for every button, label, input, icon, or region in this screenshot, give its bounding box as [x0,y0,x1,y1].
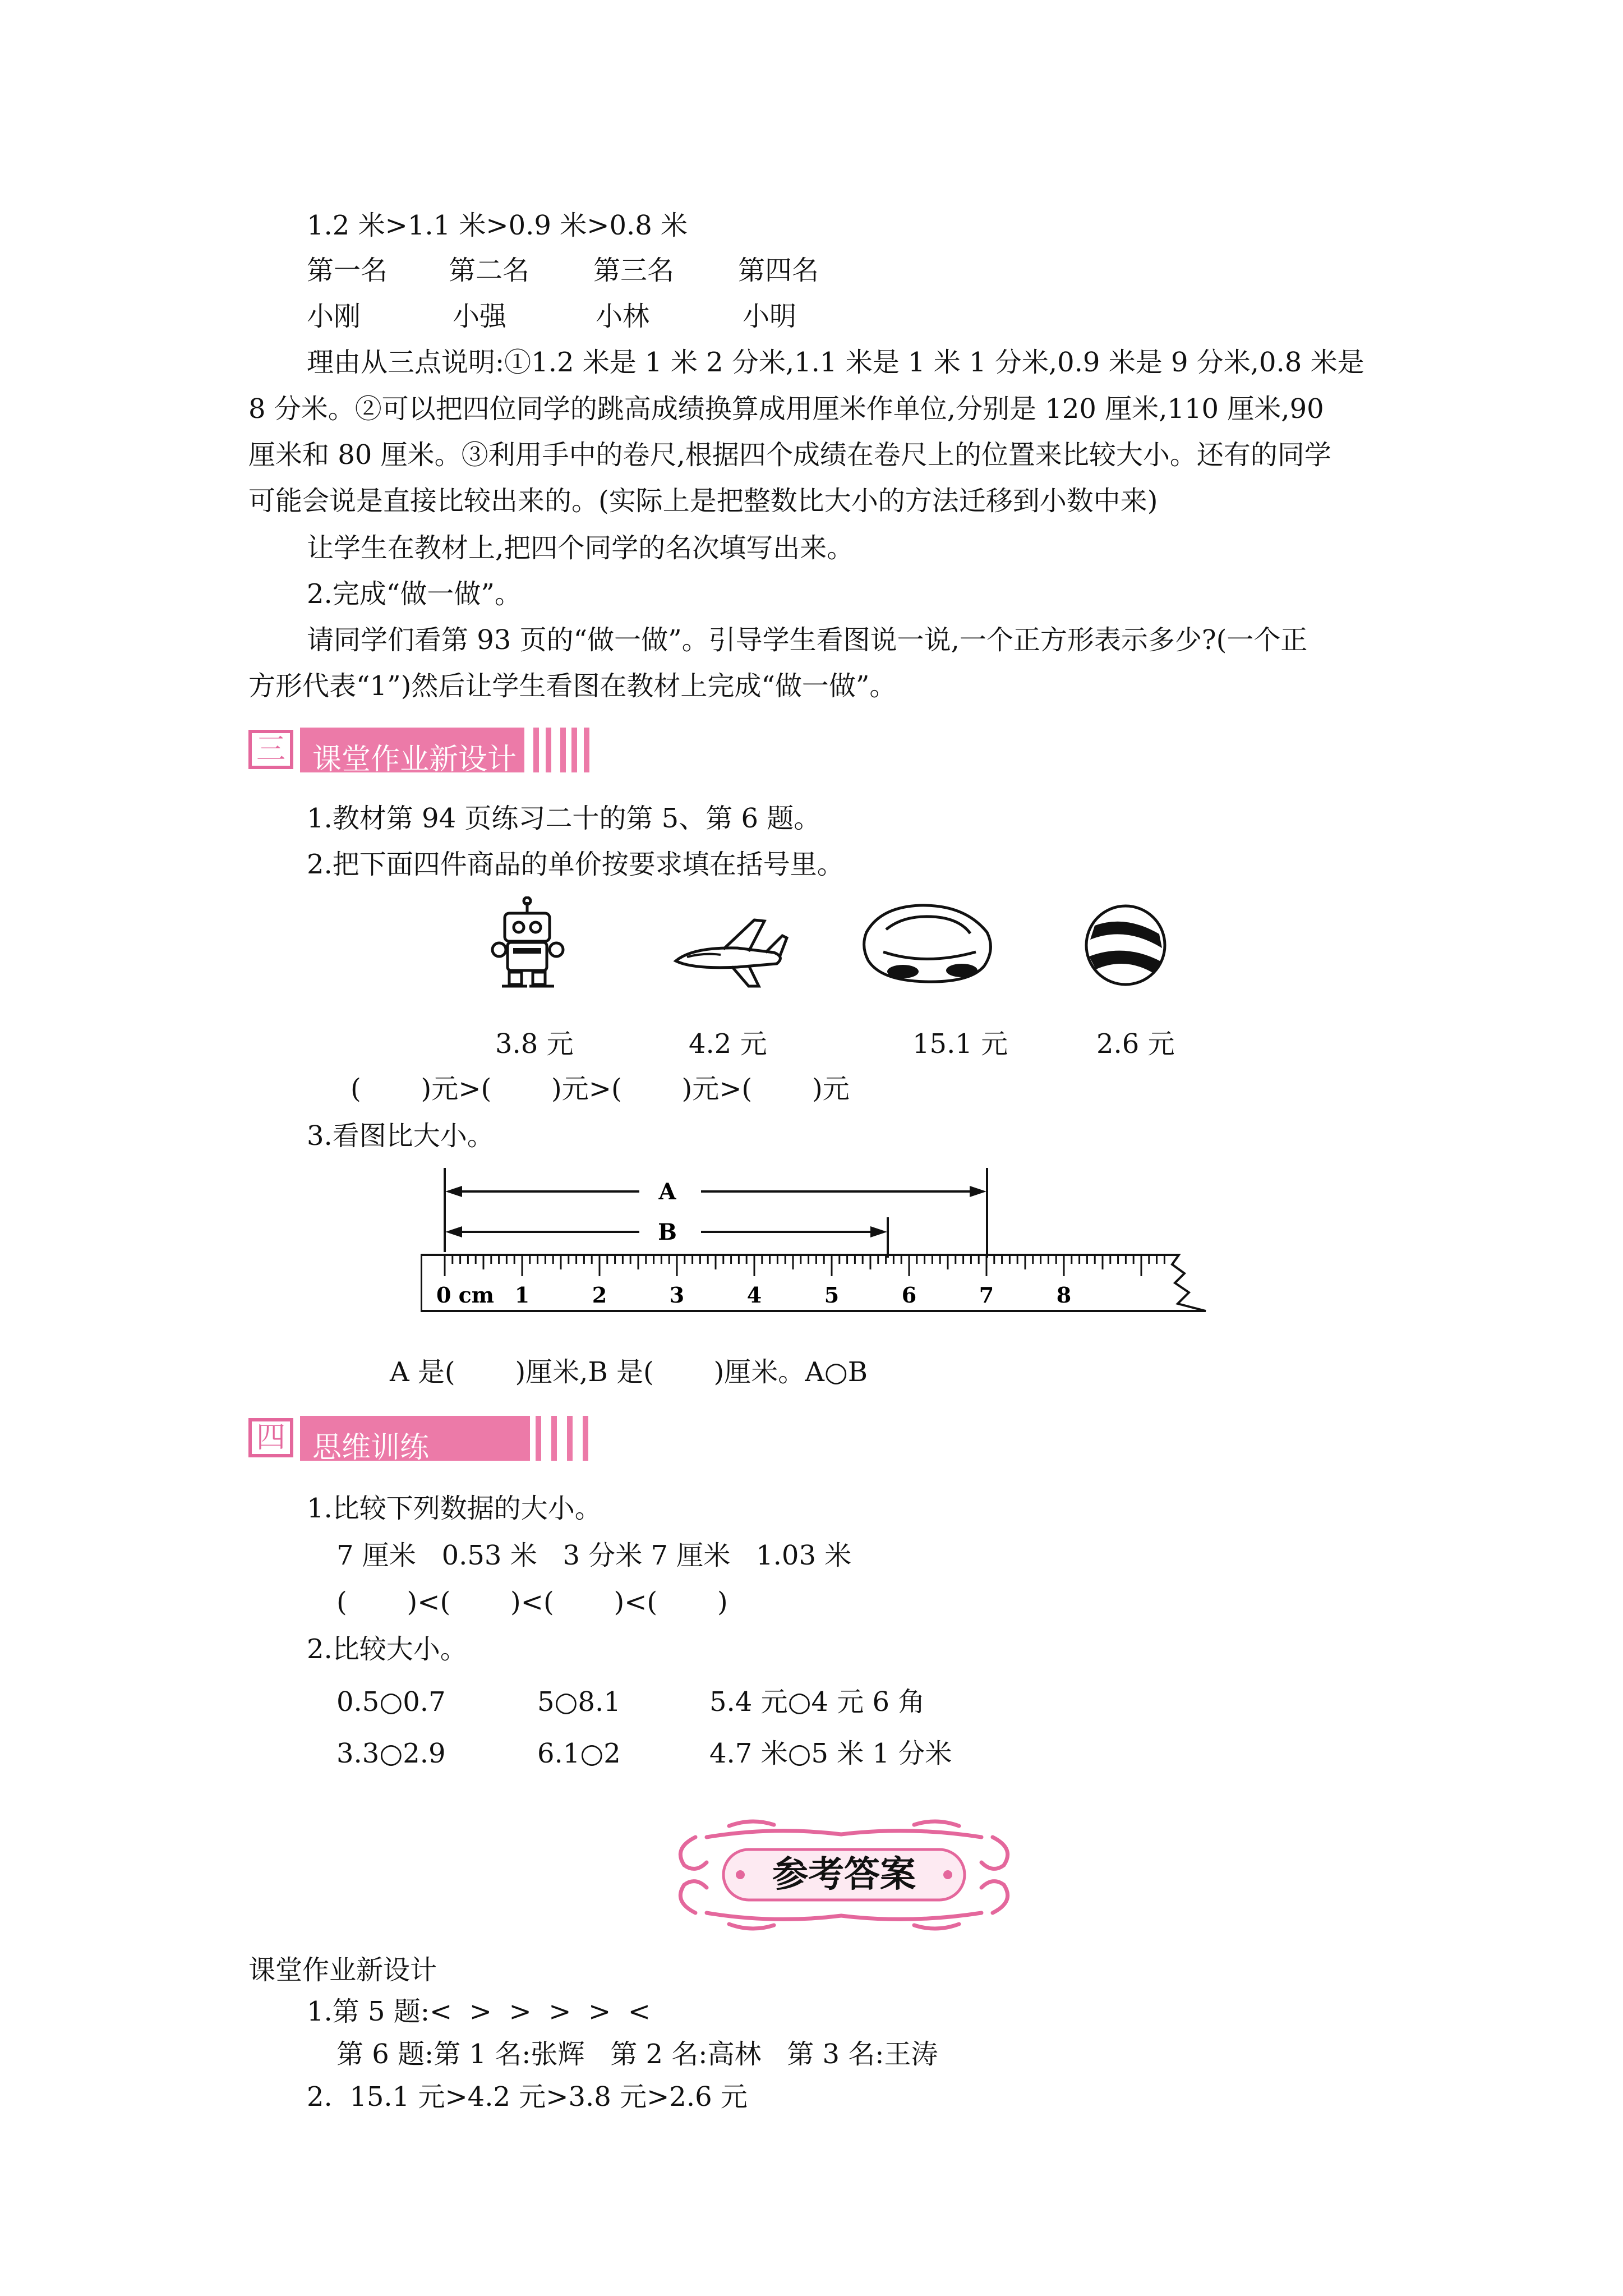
banner-bar [300,728,524,776]
compare-5: 6.1○2 [537,1738,621,1769]
price-airplane: 4.2 元 [689,1028,767,1060]
banner-stripe [546,728,551,772]
rank-1: 第一名 [307,255,388,286]
banner-stripe [536,1416,541,1461]
label-a: A [658,1179,676,1205]
ruler-label: 2 [592,1282,607,1308]
banner-stripe [571,728,577,772]
banner-stripe [560,728,566,772]
banner-stripe [567,1416,573,1461]
banner-bar [300,1416,530,1465]
banner-stripe [584,728,589,772]
price-ball: 2.6 元 [1096,1028,1175,1060]
answer-line-3: 2. 15.1 元>4.2 元>3.8 元>2.6 元 [307,2081,748,2113]
banner-stripe [533,728,539,772]
banner-stripe [551,1416,557,1461]
price-blanks: ( )元>( )元>( )元>( )元 [351,1073,850,1105]
fill-instruction: 让学生在教材上,把四个同学的名次填写出来。 [307,532,854,564]
compare-4: 3.3○2.9 [336,1738,446,1769]
rank-2: 第二名 [449,255,530,286]
ruler-label: 4 [746,1282,762,1308]
answer-line-2: 第 6 题:第 1 名:张辉 第 2 名:高林 第 3 名:王涛 [336,2039,938,2070]
rank-4: 第四名 [738,255,819,286]
s4-question-1: 1.比较下列数据的大小。 [307,1493,602,1524]
name-2: 小强 [453,301,507,332]
name-1: 小刚 [307,301,361,332]
section-title: 思维训练 [312,1431,430,1465]
reason-line-1: 理由从三点说明:①1.2 米是 1 米 2 分米,1.1 米是 1 米 1 分米,0.9 米是 9 分米,0.8 米是 [307,347,1364,378]
compare-6: 4.7 米○5 米 1 分米 [709,1738,952,1769]
ball-icon [1083,903,1168,987]
answer-banner-text: 参考答案 [772,1853,916,1895]
reason-line-4: 可能会说是直接比较出来的。(实际上是把整数比大小的方法迁移到小数中来) [248,485,1158,517]
ruler-figure [421,1168,1217,1322]
section-title: 课堂作业新设计 [312,743,517,776]
s3-question-2: 2.把下面四件商品的单价按要求填在括号里。 [307,849,844,880]
ruler-label: 7 [979,1282,994,1308]
robot-icon [482,896,572,992]
reason-line-2: 8 分米。②可以把四位同学的跳高成绩换算成用厘米作单位,分别是 120 厘米,110 厘米,90 [248,393,1324,425]
item2-line-1: 请同学们看第 93 页的“做一做”。引导学生看图说一说,一个正方形表示多少?(一个正 [307,624,1308,656]
price-car: 15.1 元 [912,1028,1008,1060]
compare-3: 5.4 元○4 元 6 角 [709,1686,925,1718]
comparison-line: 1.2 米>1.1 米>0.9 米>0.8 米 [307,210,688,241]
section-number: 四 [248,1418,293,1457]
section-banner-4 [248,1414,624,1463]
answer-line-1: 1.第 5 题:< > > > > < [307,1996,651,2027]
airplane-icon [670,913,791,992]
rank-3: 第三名 [593,255,675,286]
car-icon [858,899,998,988]
name-3: 小林 [596,301,650,332]
ruler-label: 6 [901,1282,917,1308]
item2-heading: 2.完成“做一做”。 [307,578,522,610]
ruler-label: 3 [669,1282,685,1308]
label-b: B [658,1219,677,1245]
s4-q1-data: 7 厘米 0.53 米 3 分米 7 厘米 1.03 米 [336,1540,852,1571]
s3-question-1: 1.教材第 94 页练习二十的第 5、第 6 题。 [307,803,821,834]
s3-question-3: 3.看图比大小。 [307,1120,494,1152]
name-4: 小明 [743,301,797,332]
compare-1: 0.5○0.7 [336,1686,446,1718]
answers-heading: 课堂作业新设计 [248,1954,437,1986]
s4-q1-blanks: ( )<( )<( )<( ) [336,1586,728,1618]
item2-line-2: 方形代表“1”)然后让学生看图在教材上完成“做一做”。 [248,670,897,702]
section-banner-3 [248,725,624,775]
ruler-label: 5 [824,1282,840,1308]
ruler-label: 8 [1056,1282,1072,1308]
ab-line: A 是( )厘米,B 是( )厘米。A○B [390,1356,868,1388]
ruler-unit: 0 cm [436,1282,495,1308]
section-number: 三 [248,730,293,769]
price-robot: 3.8 元 [495,1028,574,1060]
banner-stripe [583,1416,588,1461]
compare-2: 5○8.1 [537,1686,621,1718]
s4-question-2: 2.比较大小。 [307,1634,467,1665]
ruler-label: 1 [514,1282,530,1308]
reason-line-3: 厘米和 80 厘米。③利用手中的卷尺,根据四个成绩在卷尺上的位置来比较大小。还有的同学 [248,439,1331,471]
answer-banner [662,1809,1026,1941]
